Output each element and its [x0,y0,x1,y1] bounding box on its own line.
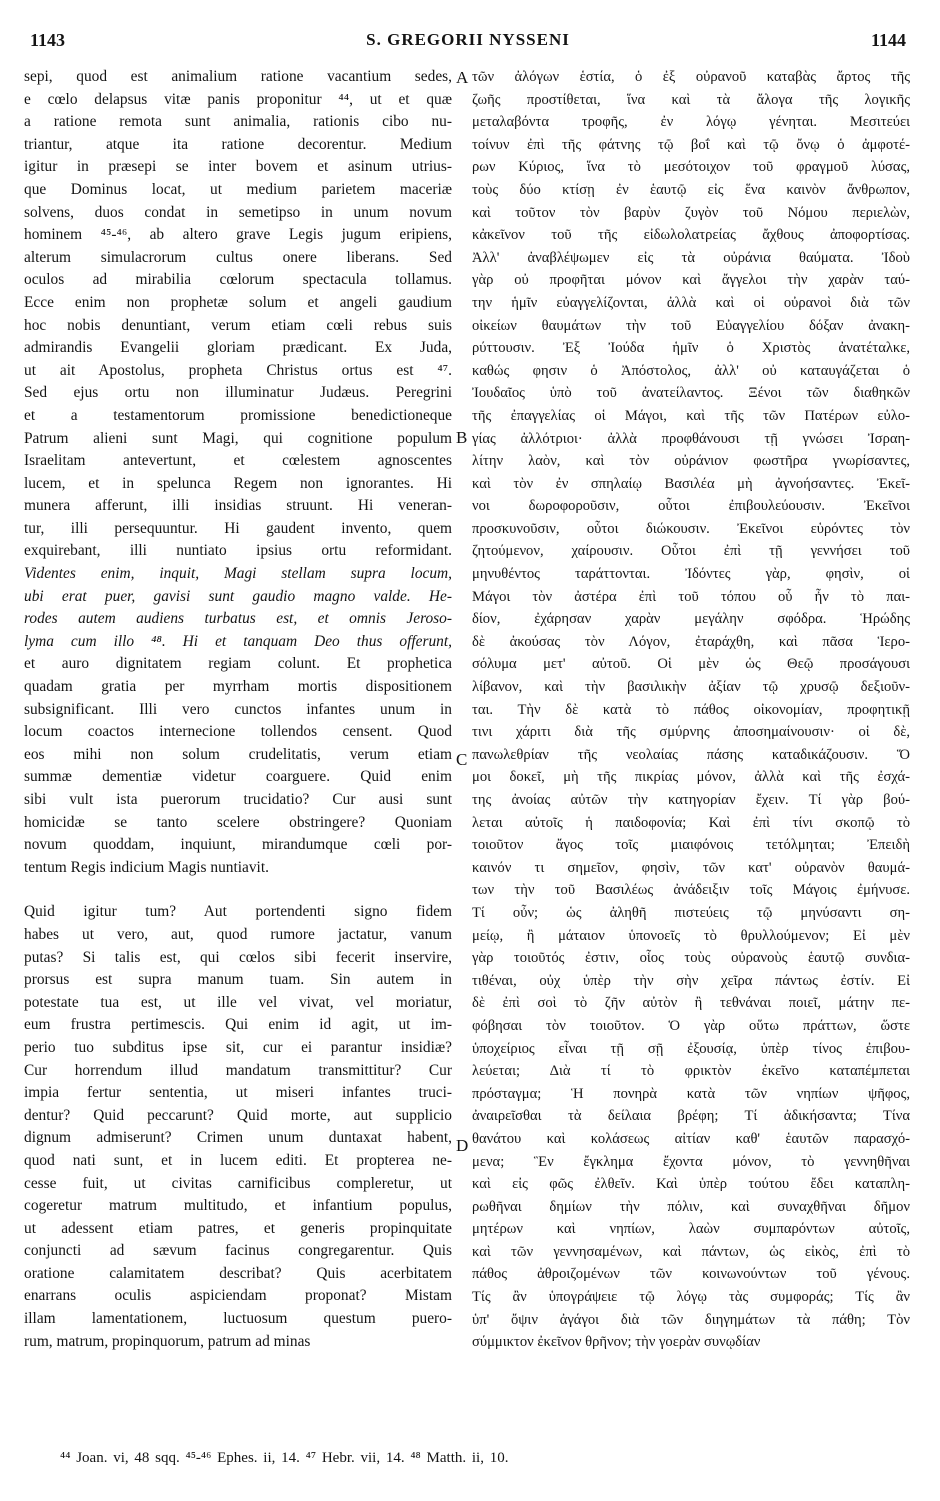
latin-para1-line: quadam gratia per myrrham mortis dispositionem [24,678,452,696]
greek-lines-line: Ἰουδαῖος ὑπὸ τοῦ ἀνατείλαντος. Ξένοι τῶν διαθηκῶν [472,385,910,402]
latin-para2-line: enarrans oculis aspiciendam proponat? Mistam [24,1287,452,1305]
greek-lines-line: ρύττουσιν. Ἐξ Ἰούδα ἡμῖν ὁ Χριστὸς ἀνατέταλκε, [472,340,910,357]
latin-para2-line: ut adessent etiam patres, et generis propinquitate [24,1219,452,1237]
latin-para1-line: tentum Regis indicium Magis nuntiavit. [24,858,269,876]
latin-para1-line: homicidæ se tanto scelere obstringere? Quoniam [24,813,452,831]
greek-lines-line: τοίνυν ἐπὶ τῆς φάτνης τῷ βοΐ καὶ τῷ ὄνῳ ὁ ἀμφοτέ- [472,136,910,153]
latin-para2-line: quod nati sunt, et in lucem editi. Et propterea ne- [24,1151,452,1169]
greek-lines-line: μενα; Ἓν ἔγκλημα ἔχοντα μόνον, τὸ γεννηθῆναι [472,1153,910,1170]
greek-lines-line: προσκυνοῦσιν, οὗτοι διώκουσιν. Ἐκεῖνοι εὑρόντες τὸν [472,520,910,537]
running-title: S. GREGORII NYSSENI [366,30,570,49]
margin-letter-b: B [456,428,468,447]
greek-lines-line: δίον, ἐχάρησαν χαρὰν μεγάλην σφόδρα. Ἡρώδης [472,611,910,628]
greek-lines-line: μηνυθέντος ταράττονται. Ἰδόντες γὰρ, φησὶν, οἱ [472,566,910,583]
latin-para2-line: Cur horrendum illud mandatum transmittitur? Cur [24,1061,452,1079]
latin-para1-line: Videntes enim, inquit, Magi stellam supra locum, [24,565,452,583]
latin-para1-line: que Dominus locat, ut medium parietem maceriæ [24,180,452,198]
latin-column [24,66,452,1353]
latin-para1-line: locum coactos internecione tollendos censent. Quod [24,723,452,741]
latin-para2-line: dignum admiserunt? Crimen unum duntaxat habent, [24,1129,452,1147]
greek-lines-line: κἀκεῖνον τοῦ τῆς εἰδωλολατρείας ἄχθους ἀποφορτίσας. [472,227,910,244]
greek-lines-line: ρωθῆναι δημίων τὴν πόλιν, καὶ συναχθῆναι δῆμον [472,1198,910,1215]
margin-letter-c: C [456,750,468,769]
latin-para2-line: eum frustra pertimescis. Qui enim id agit, ut im- [24,1016,452,1034]
latin-para1-line: lucem, et in spelunca Regem non ignorantes. Hi [24,474,452,492]
greek-lines-line: καινόν τι σημεῖον, φησὶν, τῶν κατ' οὐρανὸν θαυμά- [472,859,910,876]
latin-para1-line: ut ait Apostolus, propheta Christus ortus est ⁴⁷. [24,361,452,379]
latin-para1-line: a ratione remota sunt animalia, rationis cibo nu- [24,113,452,131]
latin-para1-line: exquirebant, illi nuntiato ipsius ortu reformidant. [24,542,452,560]
greek-lines-line: καὶ τοῦτον τὸν βαρὺν ζυγὸν τοῦ Νόμου περιελὼν, [472,204,910,221]
greek-lines-line: τοὺς δύο κτίσῃ ἐν ἑαυτῷ εἰς ἕνα καινὸν ἄνθρωπον, [472,181,910,198]
greek-lines-line: ὑποχείριος εἶναι τῇ σῇ ἐξουσίᾳ, ὑπὲρ τίνος ἐπιβου- [472,1040,910,1057]
latin-para2-line: illam lamentationem, luctuosum questum puero- [24,1310,452,1328]
greek-lines-line: τοιοῦτον ἄγος τοῖς μιαιφόνοις τετόλμηται; Ἐπειδὴ [472,837,910,854]
greek-lines-line: των τὴν τοῦ Βασιλέως ἀνάδειξιν τοῖς Μάγοις ἐμήνυσε. [472,882,910,899]
greek-lines-line: μοι δοκεῖ, μὴ τῆς πικρίας μόνον, ἀλλὰ καὶ τῆς ἐσχά- [472,769,910,786]
latin-para1-line: subsignificant. Illi vero cunctos infantes unum in [24,700,452,718]
greek-lines-line: καὶ τῶν γεννησαμένων, καὶ πάντων, ὡς εἰκὸς, ἐπὶ τὸ [472,1243,910,1260]
greek-lines-line: τινι χάριτι διὰ τῆς σμύρνης ἀποσημαίνουσιν· οἱ δὲ, [472,724,910,741]
greek-lines-line: τῆς ἐπαγγελίας οἱ Μάγοι, καὶ τῆς τῶν Πατέρων εὐλο- [472,407,910,424]
greek-lines-line: δὲ ἐπὶ σοὶ τὸ ζῆν αὐτὸν ἢ τεθνάναι ποιεῖ, μάτην πε- [472,995,910,1012]
margin-letter-a: A [456,68,469,87]
latin-para1-line: igitur in præsepi se inter bovem et asinum utrius- [24,158,452,176]
latin-para2-line: impia fertur sententia, ut miseri infantes truci- [24,1084,452,1102]
greek-lines-line: Τί οὖν; ὡς ἀληθῆ πιστεύεις τῷ μηνύσαντι ση- [472,904,910,921]
greek-lines-line: Μάγοι τὸν ἀστέρα ἐπὶ τοῦ τόπου οὗ ἦν τὸ παι- [472,588,910,605]
greek-lines-line: καθώς φησιν ὁ Ἀπόστολος, ἀλλ' οὐ καταυγάζεται ὁ [472,362,910,379]
greek-lines-line: νοι δωροφοροῦσιν, οὗτοι ἐπιβουλεύουσιν. Ἐκεῖνοι [472,498,910,515]
latin-para1-line: rodes autem audiens turbatus est, et omnis Jeroso- [24,610,452,628]
latin-para1-line: Ecce enim non prophetæ solum et angeli gaudium [24,293,452,311]
greek-lines-line: πανωλεθρίαν τῆς νεολαίας πάσης καταδικάζουσιν. Ὅ [472,746,910,763]
latin-para1-line: hominem ⁴⁵-⁴⁶, ab altero grave Legis jugum eripiens, [24,226,452,244]
latin-para2-line: cogeretur matrum multitudo, et infantium populus, [24,1197,452,1215]
latin-para1-line: summæ dementiæ videtur coarguere. Quid enim [24,768,452,786]
latin-para2-line: rum, matrum, propinquorum, patrum ad minas [24,1332,311,1350]
page-number-right: 1144 [870,30,906,50]
greek-lines-line: λίτην λαὸν, καὶ τὸν οὐράνιον φωστῆρα γνωρίσαντες, [472,453,910,470]
greek-lines-line: μείῳ, ἢ μάταιον ὑπονοεῖς τὸ θρυλλούμενον; Εἰ μὲν [472,927,910,944]
greek-lines-line: γὰρ οὐ προφῆται μόνον καὶ ἄγγελοι τὴν χαρὰν ταύ- [472,272,910,289]
latin-para1-line: sibi vult ista puerorum trucidatio? Cur ausi sunt [24,791,452,808]
greek-lines-line: ται. Τὴν δὲ κατὰ τὸ πάθος οἰκονομίαν, προφητικῇ [472,701,910,718]
paragraph-gap [24,879,452,901]
greek-lines-line: τῶν ἀλόγων ἑστία, ὁ ἐξ οὐρανοῦ καταβὰς ἄρτος τῆς [472,69,910,85]
greek-lines-line: θανάτου καὶ κολάσεως αἰτίαν καθ' ἑαυτῶν παρασχό- [472,1130,910,1147]
latin-para1-line: Patrum alieni sunt Magi, qui cognitione populum [24,429,452,447]
latin-para1-line: solvens, duos condat in semetipso in unum novum [24,203,452,221]
latin-para1-line: hoc nobis denuntiant, verum etiam cœli rebus suis [24,316,452,334]
greek-lines-line: πάθος ἀθροιζομένων τῶν κοινωνούντων τοῦ γένους. [472,1266,910,1283]
latin-para2-line: potestate tua est, ut ille vel vivat, vel moriatur, [24,993,452,1011]
latin-para1-line: et auro dignitatem regiam colunt. Et prophetica [24,655,452,673]
latin-para1-line: Sed ejus ortu non illuminatur Judæus. Peregrini [24,384,452,402]
latin-para2-line: habes ut vero, aut, quod rumore jactatur, vanum [24,925,452,943]
latin-para2-line: cesse fuit, ut civitas carnificibus compleretur, ut [24,1174,452,1192]
greek-lines-line: σύμμικτον ἐκεῖνον θρῆνον; τὴν γοερὰν συνῳδίαν [472,1334,761,1351]
greek-lines-line: πρόσταγμα; Ἡ πονηρὰ κατὰ τῶν νηπίων ψῆφος, [472,1085,910,1102]
greek-lines-line: λεται αὐτοῖς ἡ παιδοφονία; Καὶ ἐπὶ τίνι σκοπῷ τὸ [472,814,910,831]
greek-lines-line: δὲ ἀκούσας τὸν Λόγον, ἐταράχθη, καὶ πᾶσα Ἱερο- [472,633,910,650]
greek-lines-line: Τίς ἂν ὑπογράψειε τῷ λόγῳ τὰς συμφοράς; Τίς ἂν [472,1289,910,1306]
greek-column [472,66,910,1354]
latin-para1-line: alterum simulacrorum cultus onere liberans. Sed [24,248,452,266]
page-header [30,30,906,56]
greek-lines-line: ζωῆς προστίθεται, ἵνα καὶ τὰ ἄλογα τῆς λογικῆς [472,91,910,108]
greek-lines-line: ἀναιρεῖσθαι τὰ δείλαια βρέφη; Τί ἀδικήσαντα; Τίνα [472,1108,910,1125]
greek-lines-line: ρων Κύριος, ἵνα τὸ μεσότοιχον τοῦ φραγμοῦ λύσας, [472,159,910,176]
latin-para1-line: ubi erat puer, gavisi sunt gaudio magno valde. He- [24,587,452,605]
latin-para2-line: putas? Si talis est, qui cœlos sibi fecerit inservire, [24,948,452,966]
greek-lines-line: μεταλαβόντα τροφῆς, ἐν λόγῳ γένηται. Μεσιτεύει [472,114,910,131]
greek-lines-line: γὰρ τοιοῦτός ἐστιν, οἷος τοὺς οὐρανοὺς ἑαυτῷ συνδια- [472,950,910,967]
latin-para1-line: et a testamentorum promissione benedictioneque [24,406,452,424]
footnotes: ⁴⁴ Joan. vi, 48 sqq. ⁴⁵-⁴⁶ Ephes. ii, 14. ⁴⁷ Hebr. vii, 14. ⁴⁸ Matth. ii, 10. [60,1450,509,1466]
latin-para2-line: dentur? Quid peccarunt? Quid morte, aut supplicio [24,1106,452,1124]
greek-lines-line: οἰκείων θαυμάτων τὴν τοῦ Εὐαγγελίου δόξαν ἀνακη- [472,317,910,334]
page-number-left: 1143 [30,30,66,50]
latin-para1-line: oculos ad mirabilia cœlorum spectacula tollamus. [24,271,452,289]
latin-para2-line: oratione calamitatem describat? Quis acerbitatem [24,1264,452,1282]
latin-para1-line: Israelitam antevertunt, et cœlestem agnoscentes [24,452,452,470]
latin-para2-line: Quid igitur tum? Aut portendenti signo fidem [24,903,452,921]
latin-para1-line: sepi, quod est animalium ratione vacantium sedes, [24,68,452,85]
latin-para2-line: conjuncti ad sævum facinus congregarentur. Quis [24,1242,452,1260]
greek-lines-line: της ἀνοίας αὐτῶν τὴν κατηγορίαν ἔχειν. Τί γὰρ βού- [472,792,910,808]
latin-para2-line: prorsus est supra manum tuam. Sin autem in [24,971,452,989]
latin-para1-line: triantur, atque ita ratione decorentur. Medium [24,135,452,153]
latin-para1-line: tur, illi persequuntur. Hi gaudent invento, quem [24,519,452,537]
latin-para1-line: novum quoddam, inquiunt, mirandumque cœli por- [24,836,452,854]
greek-lines-line: καὶ τὸν ἐν σπηλαίῳ Βασιλέα μὴ ἀγνοήσαντες. Ἐκεῖ- [472,475,910,492]
latin-para1-line: lyma cum illo ⁴⁸. Hi et tanquam Deo thus offerunt, [24,632,452,650]
greek-lines-line: λεύεται; Διὰ τί τὸ φρικτὸν ἐκεῖνο καταπέμπεται [472,1063,910,1080]
greek-lines-line: γίας ἀλλότριοι· ἀλλὰ προφθάνουσι τῇ γνώσει Ἰσραη- [472,430,910,447]
greek-lines-line: τιθέναι, οὐχ ὑπὲρ τὴν σὴν χεῖρα πάντως ἐστίν. Εἰ [472,972,910,989]
latin-para1-line: eos mihi non solum crudelitatis, verum etiam [24,745,452,763]
greek-lines-line: Ἀλλ' ἀναβλέψωμεν εἰς τὰ οὐράνια θαύματα. Ἰδοὺ [472,249,910,266]
latin-para1-line: munera afferunt, illi insidias struunt. Hi veneran- [24,497,452,515]
greek-lines-line: μητέρων καὶ νηπίων, λαὼν συμπαρόντων αὐτοῖς, [472,1221,910,1238]
latin-para2-line: perio tuo subditus ipse sit, cur ei parantur insidiæ? [24,1038,452,1056]
greek-lines-line: ζητούμενον, χαίρουσιν. Οὗτοι ἐπὶ τῇ γεννήσει τοῦ [472,543,910,560]
greek-lines-line: ὑπ' ὄψιν ἀγάγοι διὰ τῶν διηγημάτων τὰ πάθη; Τὸν [472,1311,910,1328]
margin-letter-d: D [456,1136,469,1155]
greek-lines-line: φόβησαι τὸν τοιοῦτον. Ὁ γὰρ οὕτω πράττων, ὥστε [472,1017,910,1034]
latin-para1-line: e cœlo delapsus vitæ panis proponitur ⁴⁴, ut et quæ [24,90,452,108]
greek-lines-line: σόλυμα μετ' αὐτοῦ. Οἱ μὲν ὡς Θεῷ προσάγουσι [472,656,910,673]
greek-lines-line: λίβανον, καὶ τὴν βασιλικὴν ἀξίαν τῷ χρυσῷ δεξιοῦν- [472,679,910,696]
greek-lines-line: καὶ εἰς φῶς ἐλθεῖν. Καὶ ὑπὲρ τούτου ἔδει καταπλη- [472,1176,910,1193]
latin-para1-line: admirandis Evangelii gloriam prædicant. Ex Juda, [24,339,452,357]
greek-lines-line: την ἡμῖν εὐαγγελίζονται, ἀλλὰ καὶ οἱ οὐρανοὶ διὰ τῶν [472,294,910,311]
